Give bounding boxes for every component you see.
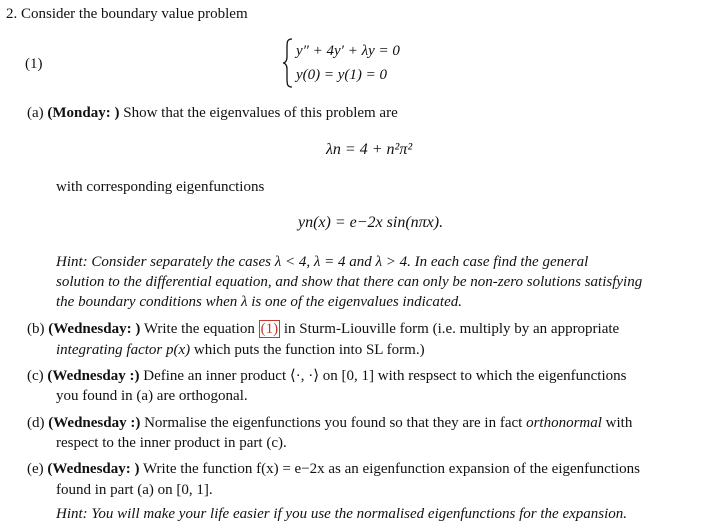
part-d-text-b: with [605, 415, 633, 431]
eigenfunctions-intro: with corresponding eigenfunctions [56, 179, 265, 195]
part-b-integrating-factor: integrating factor p(x) [56, 342, 191, 358]
part-e-day: (Wednesday: ) [47, 461, 140, 477]
part-d-text-a: Normalise the eigenfunctions you found so that they are in fact [144, 415, 523, 431]
part-b-text-c: which puts the function into SL form.) [193, 342, 425, 358]
part-e-text: Write the function f(x) = e−2x as an eigenfunction expansion of the eigenfunctions [142, 461, 640, 477]
equation-line-2: y(0) = y(1) = 0 [296, 67, 388, 83]
eigenfunctions-formula: yn(x) = e−2x sin(nπx). [298, 214, 444, 231]
equation-line-1: y″ + 4y′ + λy = 0 [296, 43, 400, 59]
part-b-text-b: in Sturm-Liouville form (i.e. multiply by an appropriate [283, 321, 620, 337]
problem-heading: 2. Consider the boundary value problem [6, 6, 248, 22]
part-e-hint: Hint: You will make your life easier if you use the normalised eigenfunctions for the expansion. [56, 506, 628, 522]
part-e-label: (e) [27, 461, 44, 477]
equation-reference-link[interactable]: (1) [260, 321, 279, 337]
part-c-line-2: you found in (a) are orthogonal. [56, 388, 248, 404]
part-c-line-1 [27, 366, 626, 386]
part-a-text: Show that the eigenvalues of this problem are [123, 105, 398, 121]
part-a-label: (a) [27, 105, 44, 121]
part-b-line-2 [56, 340, 425, 360]
part-c-day: (Wednesday :) [47, 368, 140, 384]
part-b-line-1 [27, 319, 619, 339]
part-c-label: (c) [27, 368, 44, 384]
part-c-text: Define an inner product ⟨·, ·⟩ on [0, 1] with respsect to which the eigenfunctions [143, 368, 627, 384]
part-a-line [27, 103, 398, 123]
part-d-label: (d) [27, 415, 45, 431]
eigenvalues-formula: λn = 4 + n²π² [326, 141, 413, 158]
part-a-day: (Monday: ) [47, 105, 120, 121]
part-a-hint-line-3: the boundary conditions when λ is one of the eigenvalues indicated. [56, 294, 463, 310]
part-b-day: (Wednesday: ) [48, 321, 141, 337]
part-d-day: (Wednesday :) [48, 415, 141, 431]
part-d-line-1 [27, 413, 632, 433]
equation-label: (1) [25, 56, 43, 72]
part-d-line-2: respect to the inner product in part (c). [56, 435, 287, 451]
part-b-text-a: Write the equation [143, 321, 255, 337]
left-brace-icon [282, 38, 294, 88]
part-e-line-2: found in part (a) on [0, 1]. [56, 482, 213, 498]
part-b-label: (b) [27, 321, 45, 337]
part-d-orthonormal: orthonormal [526, 415, 602, 431]
part-a-hint-line-1: Hint: Consider separately the cases λ < 4, λ = 4 and λ > 4. In each case find the general [56, 254, 589, 270]
part-e-line-1 [27, 459, 640, 479]
part-a-hint-line-2: solution to the differential equation, and show that there can only be non-zero solutions satisfying [56, 274, 643, 290]
